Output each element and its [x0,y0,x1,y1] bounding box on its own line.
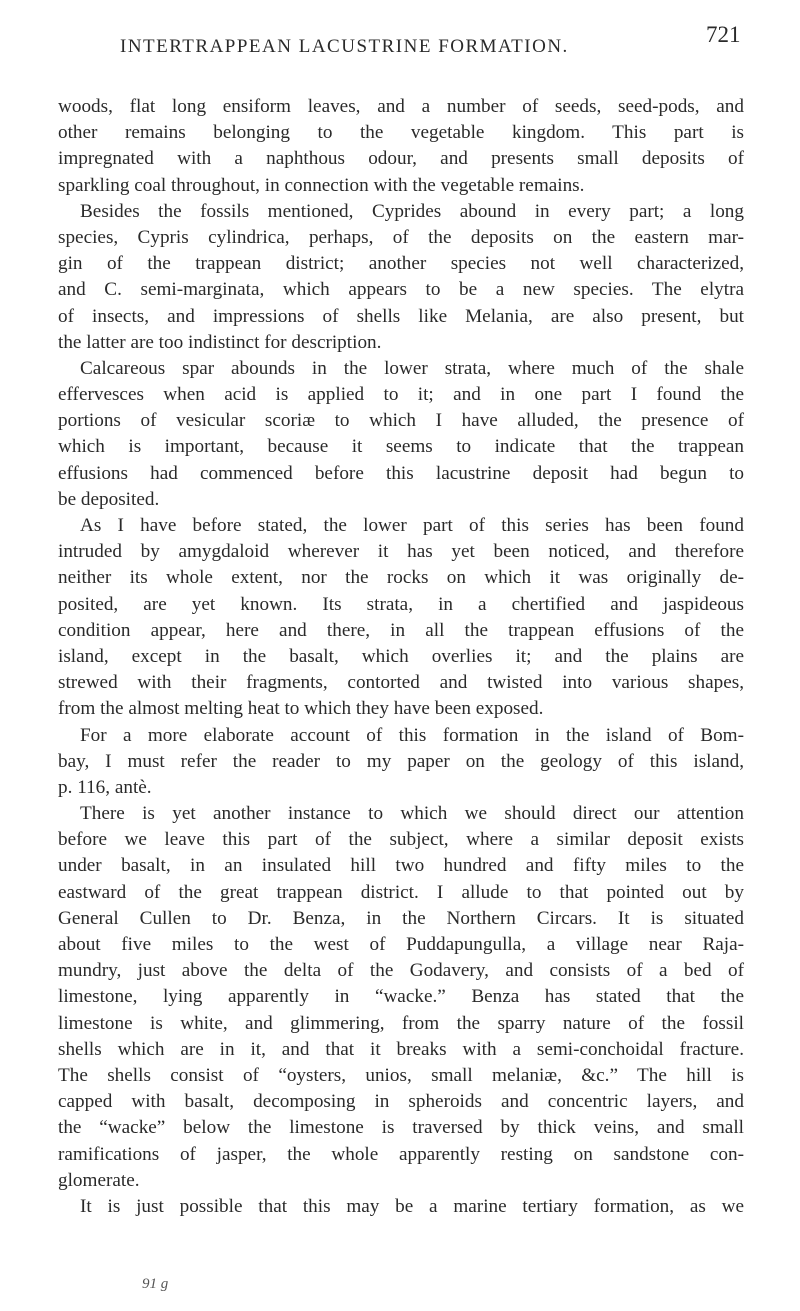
text-line: posited, are yet known. Its strata, in a chertified and jaspideous [58,593,744,615]
text-line: of insects, and impressions of shells like Melania, are also present, but [58,305,744,327]
page-number: 721 [706,22,741,47]
text-line: be deposited. [58,488,160,510]
text-line: impregnated with a naphthous odour, and presents small deposits of [58,148,744,170]
text-line: other remains belonging to the vegetable kingdom. This part is [58,122,744,144]
text-line: limestone is white, and glimmering, from the sparry nature of the fossil [58,1012,744,1034]
text-line: bay, I must refer the reader to my paper on the geology of this island, [58,750,744,772]
text-line: For a more elaborate account of this formation in the island of Bom- [80,724,744,746]
text-line: capped with basalt, decomposing in spheroids and concentric layers, and [58,1091,744,1113]
text-line: mundry, just above the delta of the Godavery, and consists of a bed of [58,960,744,982]
text-line: and C. semi-marginata, which appears to be a new species. The elytra [58,279,744,301]
text-line: sparkling coal throughout, in connection with the vegetable remains. [58,174,585,196]
text-line: intruded by amygdaloid wherever it has yet been noticed, and therefore [58,541,744,563]
text-line: shells which are in it, and that it breaks with a semi-conchoidal fracture. [58,1038,744,1060]
text-line: about five miles to the west of Puddapungulla, a village near Raja- [58,934,744,955]
running-head [0,0,800,80]
text-line: effusions had commenced before this lacustrine deposit had begun to [58,462,744,484]
text-line: which is important, because it seems to indicate that the trappean [58,436,744,458]
text-line: gin of the trappean district; another species not well characterized, [58,253,744,275]
text-line: species, Cypris cylindrica, perhaps, of the deposits on the eastern mar- [58,226,744,248]
text-line: island, except in the basalt, which overlies it; and the plains are [58,645,744,667]
text-line: effervesces when acid is applied to it; and in one part I found the [58,384,744,406]
text-line: the “wacke” below the limestone is traversed by thick veins, and small [58,1117,744,1139]
text-line: before we leave this part of the subject, where a similar deposit exists [58,829,744,851]
running-title: INTERTRAPPEAN LACUSTRINE FORMATION. [120,36,569,57]
text-line: the latter are too indistinct for description. [58,331,382,353]
text-line: p. 116, antè. [58,776,152,798]
text-line: portions of vesicular scoriæ to which I have alluded, the presence of [58,410,744,432]
text-line: Calcareous spar abounds in the lower strata, where much of the shale [80,357,744,379]
text-line: Besides the fossils mentioned, Cyprides abound in every part; a long [80,200,744,222]
text-line: eastward of the great trappean district. I allude to that pointed out by [58,881,744,903]
text-line: under basalt, in an insulated hill two hundred and fifty miles to the [58,855,744,877]
text-line: neither its whole extent, nor the rocks on which it was originally de- [58,567,744,589]
text-line: ramifications of jasper, the whole apparently resting on sandstone con- [58,1143,744,1165]
signature-mark: 91 g [142,1276,169,1292]
text-line: As I have before stated, the lower part of this series has been found [80,515,744,536]
text-line: limestone, lying apparently in “wacke.” Benza has stated that the [58,986,744,1008]
text-line: strewed with their fragments, contorted and twisted into various shapes, [58,672,744,694]
text-line: from the almost melting heat to which they have been exposed. [58,698,544,720]
text-line: The shells consist of “oysters, unios, small melaniæ, &c.” The hill is [58,1064,744,1086]
text-line: There is yet another instance to which we should direct our attention [80,803,744,825]
text-line: It is just possible that this may be a marine tertiary formation, as we [80,1195,744,1217]
text-line: glomerate. [58,1169,140,1191]
text-line: woods, flat long ensiform leaves, and a number of seeds, seed-pods, and [58,96,744,117]
body-text [58,94,744,1220]
text-line: condition appear, here and there, in all the trappean effusions of the [58,619,744,641]
text-line: General Cullen to Dr. Benza, in the Northern Circars. It is situated [58,907,744,929]
